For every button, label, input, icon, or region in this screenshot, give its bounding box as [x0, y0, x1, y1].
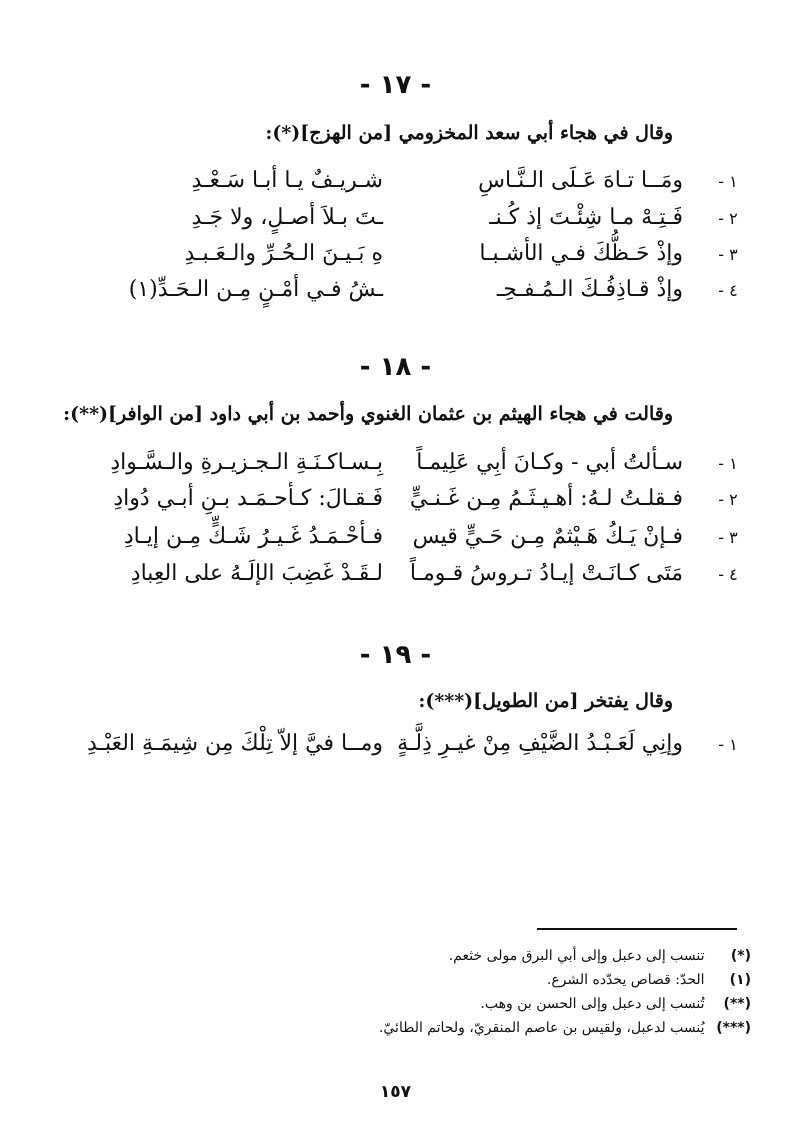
verse-first-hemistich: فـقلـتُ لـهُ: أهـيـثَـمُ مِـن غَـنـيٍّ	[409, 486, 683, 511]
poem-verse	[38, 561, 753, 597]
verse-first-hemistich: سـألتُ أبي - وكـانَ أبِي عَلِيمـاً	[416, 450, 683, 475]
verse-number: ٣ -	[718, 528, 738, 547]
verse-number: ٤ -	[718, 281, 738, 300]
poem-verse	[38, 450, 753, 486]
section-number-18: - ١٨ -	[359, 352, 432, 382]
verse-number: ٣ -	[718, 245, 738, 264]
footnote-divider	[537, 928, 737, 930]
verse-second-hemistich: هِ بَـيـنَ الـحُـرِّ والـعَـبـدِ	[184, 241, 383, 266]
verse-second-hemistich: لـقَـدْ غَضِبَ الإلَـهُ على العِبادِ	[130, 561, 383, 586]
footnote	[51, 948, 751, 972]
verse-first-hemistich: ومَــا تـاهَ عَـلَى الـنَّـاسِ	[478, 168, 683, 193]
poem-verse	[38, 486, 753, 522]
verse-number: ١ -	[718, 172, 738, 191]
footnote-mark: (١)	[729, 972, 751, 988]
section-17-intro: وقال في هجاء أبي سعد المخزومي [من الهزج](*):	[265, 122, 673, 144]
footnote-text: يُنسب لدعبل، ولقيس بن عاصم المنقريّ، ولحاتم الطائيّ.	[378, 1020, 705, 1036]
poem-verse	[38, 524, 753, 560]
verse-first-hemistich: وإنِي لَعَـبْـدُ الضَّيْفِ مِنْ غيـرِ ذِلَّـةٍ	[397, 731, 683, 756]
verse-first-hemistich: وإذْ قـاذِفُـكَ الـمُـفـحِـ	[496, 277, 683, 302]
footnote-mark: (***)	[716, 1020, 751, 1036]
verse-second-hemistich: ومــا فيَّ إلاّ تِلْكَ مِن شِيمَـةِ العَبْـدِ	[86, 731, 383, 756]
section-19-intro: وقال يفتخر [من الطويل](***):	[418, 690, 673, 712]
verse-second-hemistich: فـأحْـمَـدُ غَـيـرُ شَـكٍّ مِـن إيـادِ	[123, 524, 383, 549]
verse-first-hemistich: مَتَى كـانَـتْ إيـادُ تـروسُ قـومـاً	[409, 561, 683, 586]
verse-second-hemistich: ـتَ بـلاَ أصـلٍ، ولا جَـدِ	[191, 205, 383, 230]
verse-second-hemistich: فَـقـالَ: كـأحـمَـد بـنِ أبـي دُوادِ	[113, 486, 383, 511]
verse-first-hemistich: فَـتِـهْ مـا شِئْـتَ إذ كُـنـ	[489, 205, 683, 230]
verse-number: ١ -	[718, 735, 738, 754]
poem-verse	[38, 168, 753, 204]
poem-verse	[38, 241, 753, 277]
footnotes	[51, 948, 751, 1044]
verse-number: ٢ -	[718, 490, 738, 509]
verse-number: ٤ -	[718, 565, 738, 584]
footnote-text: تنسب إلى دعبل وإلى أبي البرق مولى خثعم.	[448, 948, 705, 964]
section-number-19: - ١٩ -	[359, 640, 432, 670]
page-number: ١٥٧	[379, 1082, 412, 1102]
footnote-mark: (*)	[730, 948, 751, 964]
verse-first-hemistich: وإذْ حَـظُّكَ فـي الأشـبـا	[479, 241, 683, 266]
poem-verse	[38, 205, 753, 241]
verse-second-hemistich: شـريـفٌ يـا أبـا سَـعْـدِ	[191, 168, 383, 193]
verse-second-hemistich: ـشُ فـي أمْـنٍ مِـن الـحَـدِّ(١)	[128, 277, 383, 302]
footnote	[51, 1020, 751, 1044]
footnote	[51, 996, 751, 1020]
poem-verse	[38, 731, 753, 767]
footnote-mark: (**)	[723, 996, 751, 1012]
footnote	[51, 972, 751, 996]
section-number-17: - ١٧ -	[359, 70, 432, 100]
verse-number: ١ -	[718, 454, 738, 473]
verse-number: ٢ -	[718, 209, 738, 228]
verse-first-hemistich: فـإنْ يَـكُ هَـيْثمٌ مِـن حَـيٍّ قيس	[412, 524, 683, 549]
footnote-text: تُنسب إلى دعبل وإلى الحسن بن وهب.	[480, 996, 705, 1012]
poem-verse	[38, 277, 753, 313]
verse-second-hemistich: بِـسـاكـنَـةِ الـجـزيـرةِ والـسَّـوادِ	[110, 450, 383, 475]
footnote-text: الحدّ: قصاص يحدّده الشرع.	[546, 972, 705, 988]
section-18-intro: وقالت في هجاء الهيثم بن عثمان الغنوي وأحمد بن أبي داود [من الوافر](**):	[63, 403, 673, 425]
